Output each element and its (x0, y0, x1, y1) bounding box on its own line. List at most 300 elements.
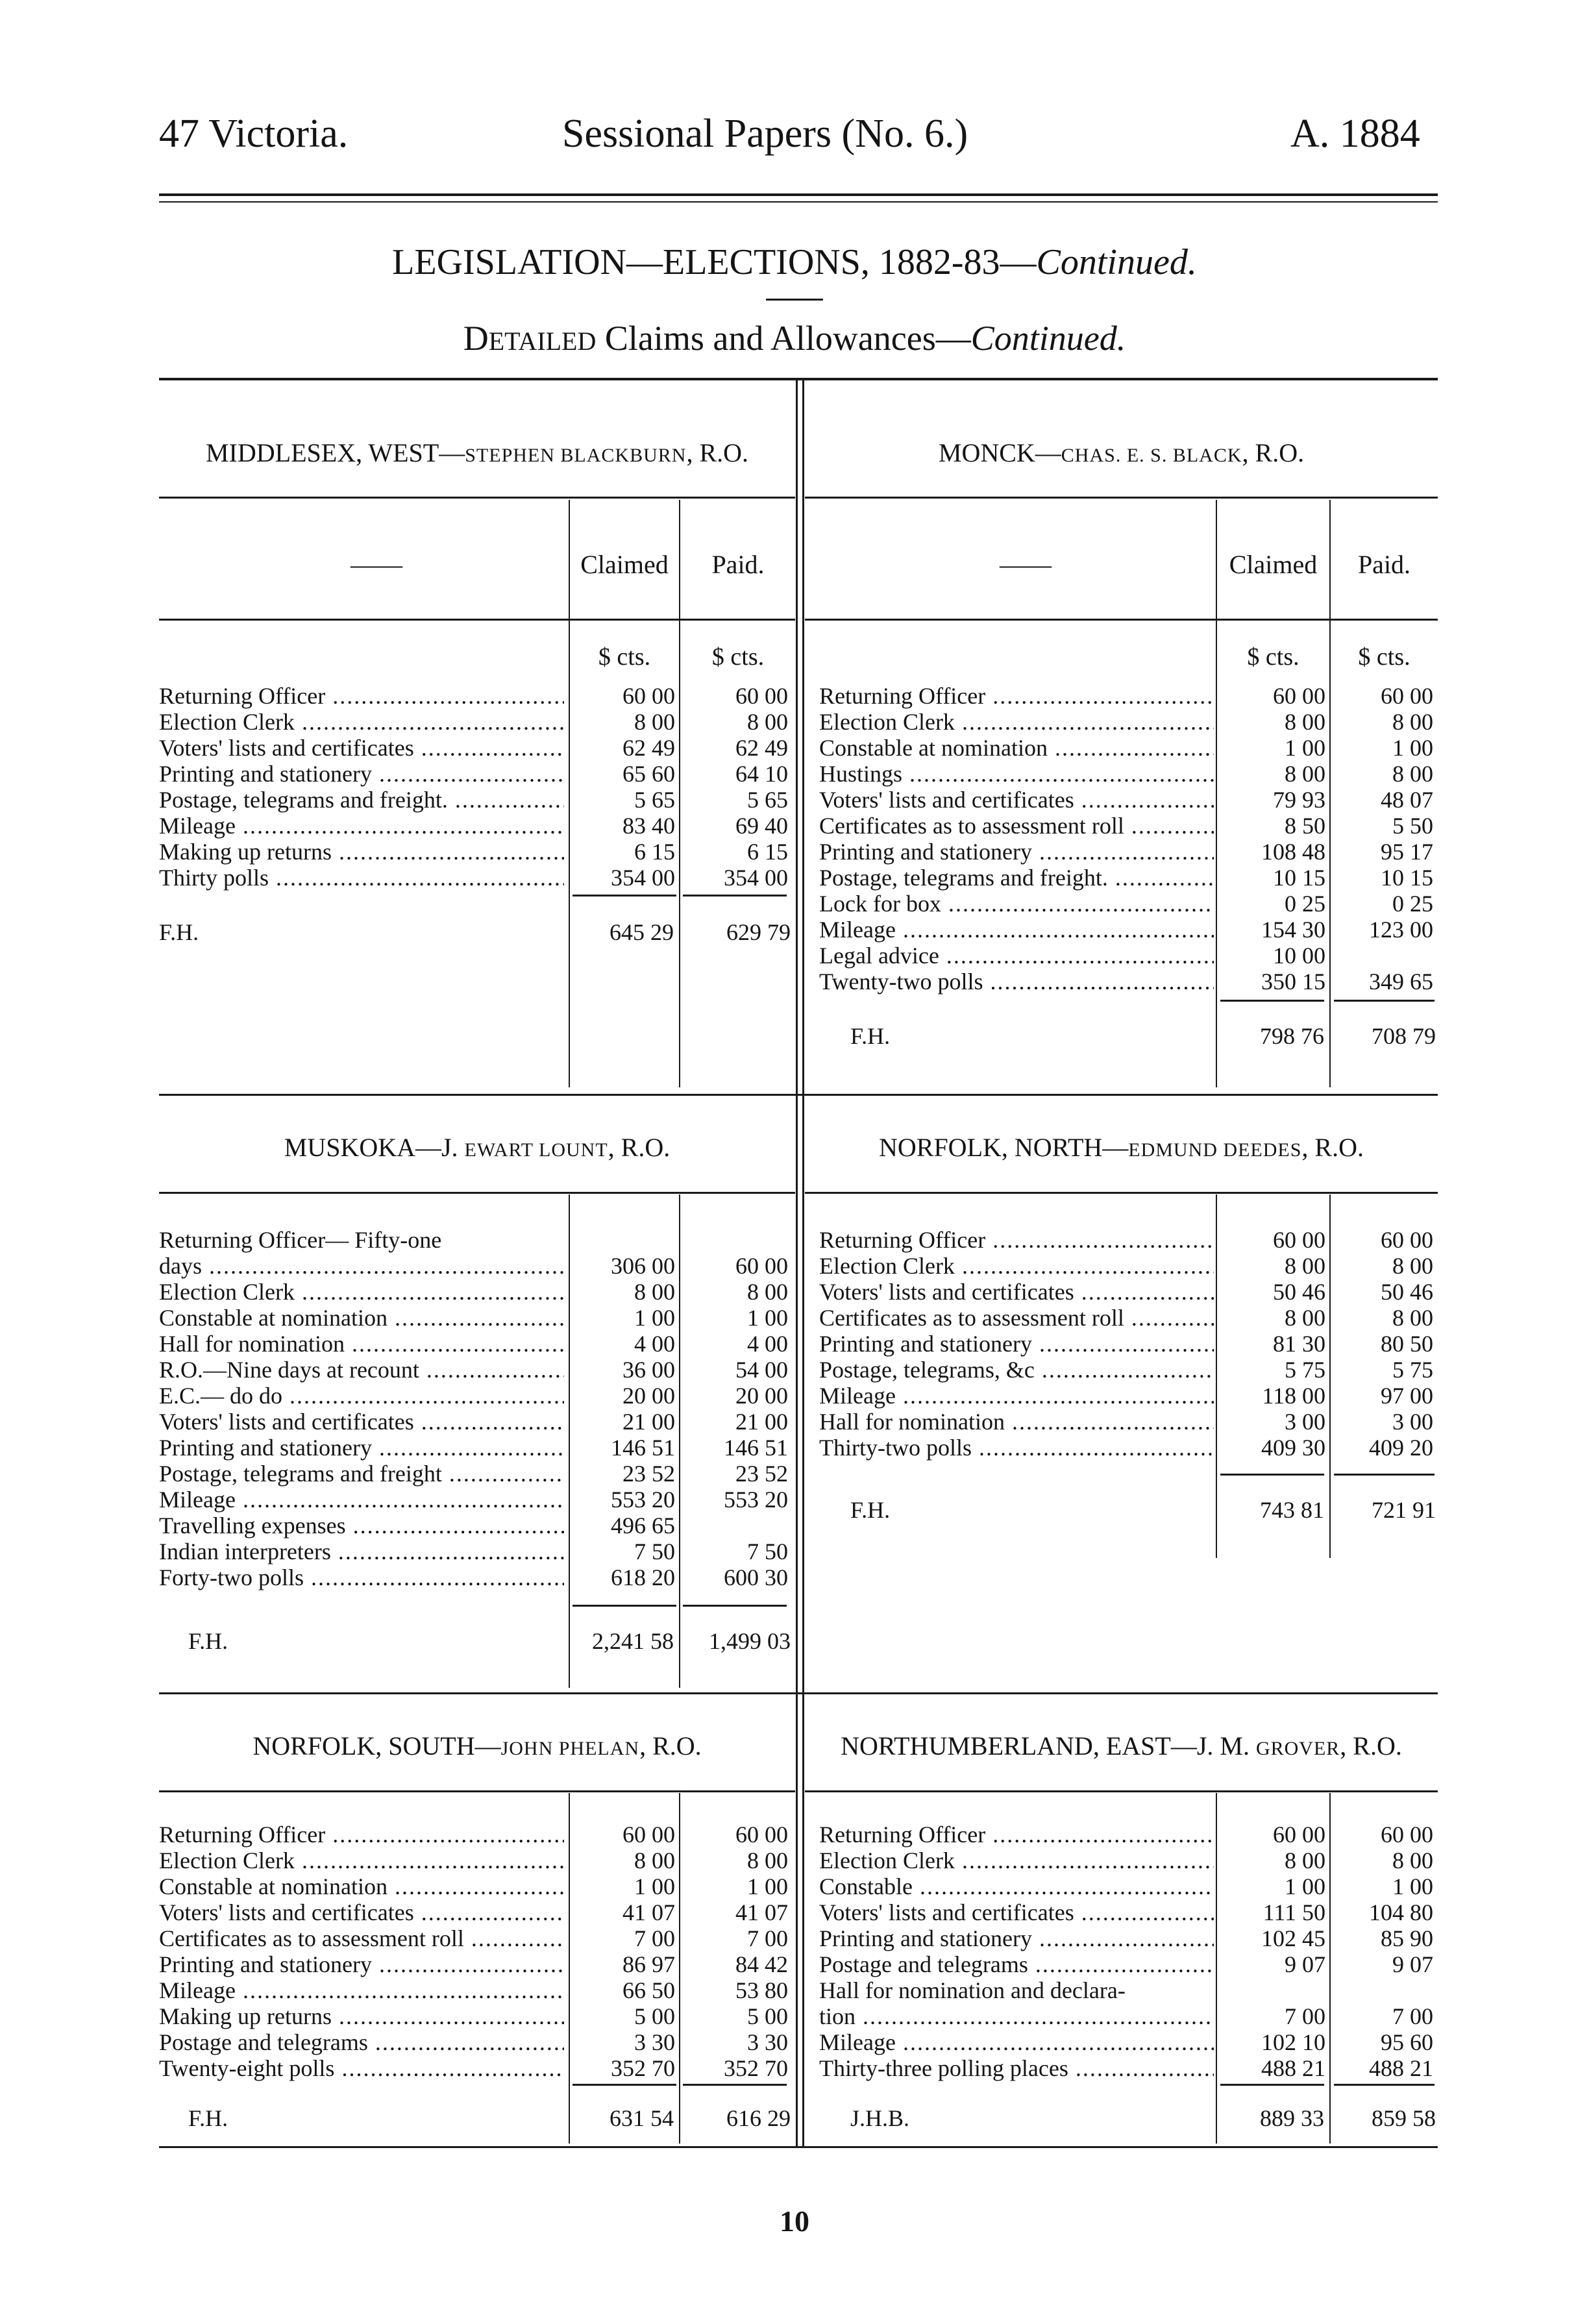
claimed-amount: 60 00 (622, 683, 675, 709)
signature-norfolk-north: F.H. (850, 1497, 891, 1523)
unit-label: $ cts. (598, 643, 651, 671)
paid-amount: 62 49 (735, 735, 788, 761)
table-row (159, 1383, 795, 1409)
claimed-amount: 0 25 (1285, 891, 1325, 917)
unit-label: $ cts. (711, 643, 765, 671)
signature-norfolk-south: F.H. (188, 2105, 228, 2131)
item-label: Printing and stationery ..... (819, 1331, 1214, 1357)
claimed-amount: 3 00 (1285, 1409, 1325, 1435)
item-label: Voters' lists and certificates ..... (159, 735, 564, 761)
table-row (159, 2055, 795, 2081)
item-label: Printing and stationery ..... (159, 1951, 564, 1977)
signature-muskoka: F.H. (188, 1628, 228, 1654)
paid-amount: 95 17 (1381, 839, 1433, 865)
paid-amount: 84 42 (735, 1951, 788, 1977)
table-row (819, 1305, 1438, 1331)
total-paid-norfolk-north: 721 91 (1372, 1497, 1436, 1523)
claimed-amount: 352 70 (611, 2055, 675, 2081)
paid-amount: 409 20 (1369, 1435, 1433, 1461)
item-label: Hall for nomination ..... (159, 1331, 564, 1357)
paid-amount: 5 65 (747, 787, 788, 813)
table-row (819, 2055, 1438, 2081)
table-row (159, 1513, 795, 1539)
signature-northumberland-east: J.H.B. (850, 2105, 910, 2131)
sum-rule (1334, 2084, 1435, 2086)
item-label: Returning Officer ..... (159, 683, 564, 709)
rule-under-title-middlesex (159, 497, 795, 499)
total-claimed-monck: 798 76 (1260, 1023, 1324, 1049)
item-label: Printing and stationery ..... (819, 1925, 1214, 1951)
item-label: Election Clerk ..... (159, 1848, 564, 1873)
paid-amount: 8 00 (1392, 709, 1433, 735)
paid-amount: 8 00 (747, 709, 788, 735)
item-label: Certificates as to assessment roll ..... (819, 813, 1214, 839)
table-row (159, 683, 795, 709)
table-row (819, 891, 1438, 917)
total-paid-muskoka: 1,499 03 (709, 1628, 791, 1654)
claimed-amount: 8 00 (1285, 1253, 1325, 1279)
paid-amount: 60 00 (1381, 683, 1433, 709)
total-claimed-muskoka: 2,241 58 (592, 1628, 674, 1654)
paid-amount: 8 00 (1392, 1305, 1433, 1331)
paid-amount: 95 60 (1381, 2029, 1433, 2055)
claimed-amount: 60 00 (1273, 1822, 1325, 1848)
item-label: Thirty-three polling places ..... (819, 2055, 1214, 2081)
section-title-norfolk-south: NORFOLK, SOUTH—JOHN PHELAN, R.O. (253, 1731, 702, 1761)
claimed-column-heading: Claimed (1229, 550, 1318, 579)
item-label: Travelling expenses ..... (159, 1513, 564, 1539)
total-paid-monck: 708 79 (1372, 1023, 1436, 1049)
item-label: Constable ..... (819, 1873, 1214, 1899)
paid-amount: 60 00 (735, 1822, 788, 1848)
sum-rule (573, 895, 676, 896)
item-label: Printing and stationery ..... (819, 839, 1214, 865)
sum-rule (1334, 1474, 1435, 1476)
claimed-amount: 7 00 (634, 1925, 675, 1951)
table-row (159, 1227, 795, 1253)
item-label: Thirty polls ..... (159, 865, 564, 891)
claimed-amount: 1 00 (634, 1873, 675, 1899)
center-divider-left (796, 379, 798, 2147)
paid-amount: 352 70 (724, 2055, 788, 2081)
item-label: Returning Officer ..... (819, 1227, 1214, 1253)
paid-amount: 60 00 (1381, 1227, 1433, 1253)
paid-amount: 8 00 (1392, 1848, 1433, 1873)
item-label: Election Clerk ..... (159, 1279, 564, 1305)
claimed-amount: 102 10 (1261, 2029, 1325, 2055)
item-label: Mileage ..... (819, 2029, 1214, 2055)
monck-rows (819, 683, 1438, 995)
paid-amount: 69 40 (735, 813, 788, 839)
table-row (819, 1435, 1438, 1461)
paid-amount: 10 15 (1381, 865, 1433, 891)
paid-amount: 41 07 (735, 1899, 788, 1925)
header-rule-top (159, 193, 1438, 196)
paid-amount: 6 15 (747, 839, 788, 865)
unit-label: $ cts. (1247, 643, 1300, 671)
rule-under-title-norfolk-south (159, 1790, 795, 1792)
item-label: Mileage ..... (819, 1383, 1214, 1409)
table-row (819, 1409, 1438, 1435)
rule-under-title-muskoka (159, 1192, 795, 1194)
paid-amount: 8 00 (1392, 1253, 1433, 1279)
claimed-amount: 66 50 (622, 1977, 675, 2003)
claimed-amount: 154 30 (1261, 917, 1325, 943)
claimed-amount: 409 30 (1261, 1435, 1325, 1461)
table-row (819, 787, 1438, 813)
section-title-muskoka: MUSKOKA—J. EWART LOUNT, R.O. (284, 1133, 671, 1162)
table-row (159, 1331, 795, 1357)
claimed-amount: 65 60 (622, 761, 675, 787)
item-label: Thirty-two polls ..... (819, 1435, 1214, 1461)
claimed-amount: 41 07 (622, 1899, 675, 1925)
claimed-amount: 7 00 (1285, 2003, 1325, 2029)
item-label: Voters' lists and certificates ..... (159, 1409, 564, 1435)
claimed-amount: 86 97 (622, 1951, 675, 1977)
claimed-amount: 8 00 (1285, 709, 1325, 735)
section-title-middlesex-west: MIDDLESEX, WEST—STEPHEN BLACKBURN, R.O. (205, 438, 749, 467)
claimed-amount: 8 00 (1285, 761, 1325, 787)
item-label: tion ..... (819, 2003, 1214, 2029)
blank-column-heading: —— (1000, 550, 1052, 579)
paid-amount: 54 00 (735, 1357, 788, 1383)
total-claimed-northumberland-east: 889 33 (1260, 2105, 1324, 2131)
table-row (159, 1899, 795, 1925)
item-label: Legal advice ..... (819, 943, 1214, 969)
claimed-amount: 354 00 (611, 865, 675, 891)
paid-amount: 0 25 (1392, 891, 1433, 917)
item-label: Hall for nomination and declara- (819, 1977, 1126, 2003)
signature-monck: F.H. (850, 1023, 891, 1049)
item-label: Twenty-two polls ..... (819, 969, 1214, 995)
table-row (819, 1822, 1438, 1848)
rule-under-title-norfolk-north (805, 1192, 1438, 1194)
title-dash (766, 299, 823, 301)
paid-amount: 146 51 (724, 1435, 788, 1461)
table-row (159, 1822, 795, 1848)
table-row (159, 761, 795, 787)
item-label: Mileage ..... (819, 917, 1214, 943)
paid-amount: 53 80 (735, 1977, 788, 2003)
claimed-amount: 1 00 (1285, 735, 1325, 761)
table-row (819, 813, 1438, 839)
item-label: Hall for nomination ..... (819, 1409, 1214, 1435)
table-row (819, 1848, 1438, 1873)
paid-amount: 80 50 (1381, 1331, 1433, 1357)
subtitle-rule (159, 378, 1438, 380)
muskoka-rows (159, 1227, 795, 1590)
sum-rule (1220, 2084, 1324, 2086)
paid-amount: 600 30 (724, 1564, 788, 1590)
claimed-amount: 3 30 (634, 2029, 675, 2055)
paid-amount: 1 00 (1392, 735, 1433, 761)
total-claimed-norfolk-south: 631 54 (610, 2105, 674, 2131)
unit-label: $ cts. (1358, 643, 1410, 671)
item-label: Election Clerk ..... (819, 1848, 1214, 1873)
paid-amount: 20 00 (735, 1383, 788, 1409)
paid-column-heading: Paid. (711, 550, 765, 579)
item-label: Voters' lists and certificates ..... (159, 1899, 564, 1925)
sum-rule (683, 2084, 787, 2086)
claimed-amount: 81 30 (1273, 1331, 1325, 1357)
table-row (159, 2003, 795, 2029)
section-rule-1 (159, 1094, 1438, 1096)
table-row (159, 1357, 795, 1383)
table-row (159, 1305, 795, 1331)
table-row (159, 735, 795, 761)
paid-amount: 3 30 (747, 2029, 788, 2055)
table-row (819, 1331, 1438, 1357)
paid-column-heading: Paid. (1357, 550, 1411, 579)
paid-amount: 85 90 (1381, 1925, 1433, 1951)
table-row (159, 813, 795, 839)
sum-rule (683, 1605, 787, 1607)
paid-amount: 48 07 (1381, 787, 1433, 813)
northumberland-east-rows (819, 1822, 1438, 2081)
table-row (819, 735, 1438, 761)
rule-under-title-northumberland (805, 1790, 1438, 1792)
claimed-amount: 83 40 (622, 813, 675, 839)
claimed-amount: 102 45 (1261, 1925, 1325, 1951)
table-row (159, 1925, 795, 1951)
header-rule-bottom (159, 201, 1438, 203)
table-row (819, 1357, 1438, 1383)
item-label: R.O.—Nine days at recount ..... (159, 1357, 564, 1383)
paid-amount: 8 00 (747, 1848, 788, 1873)
item-label: Twenty-eight polls ..... (159, 2055, 564, 2081)
paid-amount: 60 00 (735, 1253, 788, 1279)
item-label: Mileage ..... (159, 1977, 564, 2003)
page-number: 10 (780, 2205, 809, 2238)
paid-amount: 349 65 (1369, 969, 1433, 995)
item-label: Making up returns ..... (159, 839, 564, 865)
table-row (819, 709, 1438, 735)
item-label: Making up returns ..... (159, 2003, 564, 2029)
claimed-amount: 5 65 (634, 787, 675, 813)
claimed-amount: 1 00 (1285, 1873, 1325, 1899)
table-row (819, 1925, 1438, 1951)
table-row (819, 683, 1438, 709)
item-label: Postage and telegrams ..... (159, 2029, 564, 2055)
claimed-amount: 60 00 (1273, 683, 1325, 709)
item-label: Mileage ..... (159, 813, 564, 839)
claimed-amount: 8 50 (1285, 813, 1325, 839)
table-row (159, 1279, 795, 1305)
item-label: Postage and telegrams ..... (819, 1951, 1214, 1977)
signature-middlesex-west: F.H. (159, 919, 199, 945)
table-row (819, 1383, 1438, 1409)
total-paid-northumberland-east: 859 58 (1372, 2105, 1436, 2131)
paid-amount: 7 50 (747, 1539, 788, 1564)
item-label: Certificates as to assessment roll ..... (159, 1925, 564, 1951)
claimed-amount: 5 75 (1285, 1357, 1325, 1383)
blank-column-heading: —— (351, 550, 402, 579)
middlesex-west-rows (159, 683, 795, 891)
total-paid-norfolk-south: 616 29 (726, 2105, 791, 2131)
section-title-northumberland-east: NORTHUMBERLAND, EAST—J. M. GROVER, R.O. (841, 1731, 1402, 1761)
paid-amount: 8 00 (1392, 761, 1433, 787)
item-label: Returning Officer ..... (159, 1822, 564, 1848)
paid-amount: 64 10 (735, 761, 788, 787)
item-label: Constable at nomination ..... (159, 1873, 564, 1899)
claimed-amount: 8 00 (1285, 1305, 1325, 1331)
page-subtitle: DETAILED Claims and Allowances—Continued. (463, 319, 1126, 358)
table-row (159, 2029, 795, 2055)
paid-amount: 97 00 (1381, 1383, 1433, 1409)
table-row (159, 1848, 795, 1873)
rule-under-colheads-middlesex (159, 619, 795, 621)
table-row (819, 1899, 1438, 1925)
claimed-column-heading: Claimed (580, 550, 669, 579)
sum-rule (1220, 1474, 1324, 1476)
item-label: Postage, telegrams and freight ..... (159, 1461, 564, 1487)
table-row (159, 1461, 795, 1487)
sum-rule (1220, 1000, 1324, 1002)
table-row (819, 917, 1438, 943)
table-row (819, 1977, 1438, 2003)
paid-amount: 354 00 (724, 865, 788, 891)
item-label: Returning Officer— Fifty-one (159, 1227, 442, 1253)
paid-amount: 60 00 (735, 683, 788, 709)
claimed-amount: 111 50 (1263, 1899, 1325, 1925)
claimed-amount: 618 20 (611, 1564, 675, 1590)
claimed-amount: 146 51 (611, 1435, 675, 1461)
table-row (159, 839, 795, 865)
table-row (819, 943, 1438, 969)
paid-amount: 9 07 (1392, 1951, 1433, 1977)
claimed-amount: 8 00 (634, 709, 675, 735)
item-label: Printing and stationery ..... (159, 761, 564, 787)
claimed-amount: 21 00 (622, 1409, 675, 1435)
item-label: Certificates as to assessment roll ..... (819, 1305, 1214, 1331)
bottom-rule (159, 2146, 1438, 2148)
sum-rule (573, 2084, 676, 2086)
table-row (819, 839, 1438, 865)
claimed-amount: 50 46 (1273, 1279, 1325, 1305)
claimed-amount: 36 00 (622, 1357, 675, 1383)
section-title-norfolk-north: NORFOLK, NORTH—EDMUND DEEDES, R.O. (878, 1133, 1364, 1162)
claimed-amount: 1 00 (634, 1305, 675, 1331)
paid-amount: 553 20 (724, 1487, 788, 1513)
table-row (159, 709, 795, 735)
claimed-amount: 553 20 (611, 1487, 675, 1513)
page-title: LEGISLATION—ELECTIONS, 1882-83—Continued. (392, 242, 1197, 282)
table-row (159, 1435, 795, 1461)
item-label: Returning Officer ..... (819, 683, 1214, 709)
item-label: Postage, telegrams, &c ..... (819, 1357, 1214, 1383)
item-label: Constable at nomination ..... (819, 735, 1214, 761)
claimed-amount: 306 00 (611, 1253, 675, 1279)
paid-amount: 5 00 (747, 2003, 788, 2029)
table-row (159, 1951, 795, 1977)
claimed-amount: 60 00 (1273, 1227, 1325, 1253)
center-divider-right (802, 379, 804, 2147)
claimed-amount: 9 07 (1285, 1951, 1325, 1977)
claimed-amount: 5 00 (634, 2003, 675, 2029)
item-label: Mileage ..... (159, 1487, 564, 1513)
norfolk-south-rows (159, 1822, 795, 2081)
table-row (819, 1253, 1438, 1279)
item-label: Indian interpreters ..... (159, 1539, 564, 1564)
table-row (819, 1951, 1438, 1977)
header-year: A. 1884 (1290, 112, 1420, 156)
claimed-amount: 4 00 (634, 1331, 675, 1357)
table-row (819, 761, 1438, 787)
rule-under-title-monck (805, 497, 1438, 499)
table-row (819, 2029, 1438, 2055)
paid-amount: 5 75 (1392, 1357, 1433, 1383)
item-label: Postage, telegrams and freight. ..... (159, 787, 564, 813)
table-row (159, 1409, 795, 1435)
claimed-amount: 60 00 (622, 1822, 675, 1848)
item-label: Voters' lists and certificates ..... (819, 1279, 1214, 1305)
sum-rule (683, 895, 787, 896)
section-title-monck: MONCK—CHAS. E. S. BLACK, R.O. (938, 438, 1305, 467)
paid-amount: 1 00 (747, 1873, 788, 1899)
paid-amount: 4 00 (747, 1331, 788, 1357)
item-label: E.C.— do do ..... (159, 1383, 564, 1409)
item-label: Election Clerk ..... (819, 709, 1214, 735)
section-rule-2 (159, 1692, 1438, 1694)
item-label: Constable at nomination ..... (159, 1305, 564, 1331)
item-label: Hustings ..... (819, 761, 1214, 787)
table-row (159, 865, 795, 891)
item-label: days ..... (159, 1253, 564, 1279)
sum-rule (573, 1605, 676, 1607)
table-row (819, 2003, 1438, 2029)
total-paid-middlesex-west: 629 79 (726, 919, 791, 945)
table-row (819, 969, 1438, 995)
paid-amount: 488 21 (1369, 2055, 1433, 2081)
item-label: Voters' lists and certificates ..... (819, 1899, 1214, 1925)
rule-under-colheads-monck (805, 619, 1438, 621)
claimed-amount: 20 00 (622, 1383, 675, 1409)
item-label: Returning Officer ..... (819, 1822, 1214, 1848)
claimed-amount: 62 49 (622, 735, 675, 761)
claimed-amount: 108 48 (1261, 839, 1325, 865)
item-label: Election Clerk ..... (819, 1253, 1214, 1279)
table-row (819, 1227, 1438, 1253)
header-sessional-papers: Sessional Papers (No. 6.) (562, 112, 968, 156)
total-claimed-norfolk-north: 743 81 (1260, 1497, 1324, 1523)
sum-rule (1334, 1000, 1435, 1002)
table-row (819, 1873, 1438, 1899)
table-row (159, 1873, 795, 1899)
table-row (159, 1487, 795, 1513)
claimed-amount: 8 00 (1285, 1848, 1325, 1873)
claimed-amount: 10 15 (1273, 865, 1325, 891)
header-volume: 47 Victoria. (159, 112, 349, 156)
table-row (819, 1279, 1438, 1305)
table-row (159, 787, 795, 813)
total-claimed-middlesex-west: 645 29 (610, 919, 674, 945)
claimed-amount: 10 00 (1273, 943, 1325, 969)
item-label: Postage, telegrams and freight. ..... (819, 865, 1214, 891)
table-row (159, 1253, 795, 1279)
paid-amount: 104 80 (1369, 1899, 1433, 1925)
paid-amount: 7 00 (747, 1925, 788, 1951)
paid-amount: 123 00 (1369, 917, 1433, 943)
claimed-amount: 6 15 (634, 839, 675, 865)
claimed-amount: 8 00 (634, 1279, 675, 1305)
table-row (159, 1564, 795, 1590)
claimed-amount: 350 15 (1261, 969, 1325, 995)
claimed-amount: 118 00 (1262, 1383, 1325, 1409)
claimed-amount: 23 52 (622, 1461, 675, 1487)
paid-amount: 8 00 (747, 1279, 788, 1305)
item-label: Forty-two polls ..... (159, 1564, 564, 1590)
paid-amount: 1 00 (747, 1305, 788, 1331)
